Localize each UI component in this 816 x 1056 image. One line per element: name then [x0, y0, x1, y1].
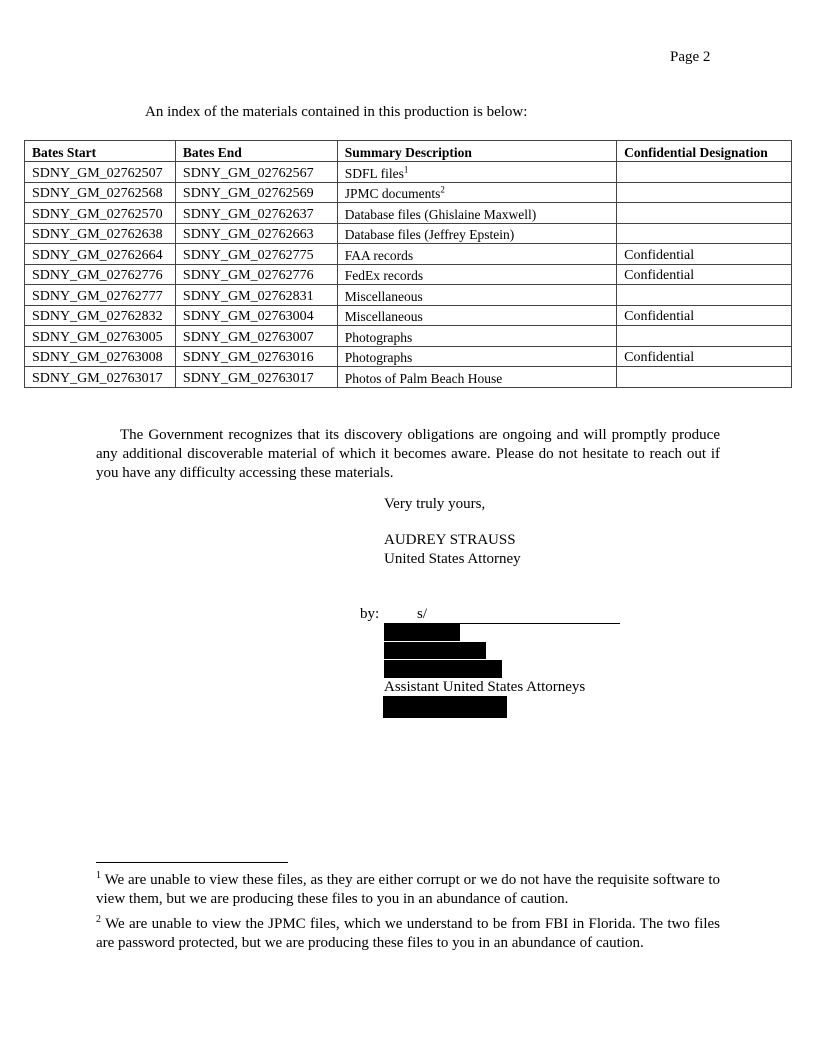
bates-start-cell: SDNY_GM_02762507 [25, 162, 176, 183]
bates-end-cell: SDNY_GM_02762569 [175, 182, 337, 203]
description-cell: Miscellaneous [337, 305, 616, 326]
footnote-ref: 1 [403, 164, 409, 174]
bates-end-cell: SDNY_GM_02763017 [175, 367, 337, 388]
description-cell: Miscellaneous [337, 285, 616, 306]
table-row [25, 162, 792, 183]
table-row [25, 367, 792, 388]
description-cell: Database files (Ghislaine Maxwell) [337, 203, 616, 224]
confidential-cell [617, 367, 792, 388]
description-text: JPMC documents [344, 186, 441, 201]
confidential-cell [617, 326, 792, 347]
bates-end-cell: SDNY_GM_02763004 [175, 305, 337, 326]
table-row [25, 285, 792, 306]
bates-start-cell: SDNY_GM_02763005 [25, 326, 176, 347]
table-row [25, 326, 792, 347]
footnote-2 [96, 915, 720, 953]
header-bates-start: Bates Start [25, 141, 176, 162]
table-header-row [25, 141, 792, 162]
description-cell [337, 182, 616, 203]
confidential-cell: Confidential [617, 346, 792, 367]
closing-salutation: Very truly yours, [384, 496, 486, 512]
footnote-text: We are unable to view these files, as they are either corrupt or we do not have the requisite software to view them, but we are producing these files to you in an abundance of caution. [96, 872, 720, 907]
bates-start-cell: SDNY_GM_02762777 [25, 285, 176, 306]
description-cell: Database files (Jeffrey Epstein) [337, 223, 616, 244]
bates-start-cell: SDNY_GM_02762568 [25, 182, 176, 203]
redaction-block [384, 624, 460, 641]
redaction-block [384, 642, 486, 659]
bates-start-cell: SDNY_GM_02762570 [25, 203, 176, 224]
description-cell: Photos of Palm Beach House [337, 367, 616, 388]
confidential-cell: Confidential [617, 264, 792, 285]
bates-start-cell: SDNY_GM_02763008 [25, 346, 176, 367]
attorney-name: AUDREY STRAUSS [384, 532, 516, 548]
table-row [25, 182, 792, 203]
footnote-1 [96, 871, 720, 909]
footnote-text: We are unable to view the JPMC files, which we understand to be from FBI in Florida. The two files are password protected, but we are producing these files to you in an abundance of caution. [96, 916, 720, 951]
table-row [25, 305, 792, 326]
confidential-cell [617, 203, 792, 224]
bates-start-cell: SDNY_GM_02762638 [25, 223, 176, 244]
description-cell [337, 162, 616, 183]
redaction-block [383, 696, 507, 718]
bates-end-cell: SDNY_GM_02762637 [175, 203, 337, 224]
confidential-cell: Confidential [617, 305, 792, 326]
description-text: SDFL files [344, 165, 404, 181]
description-cell: Photographs [337, 326, 616, 347]
materials-index-table [24, 140, 792, 388]
intro-text: An index of the materials contained in this production is below: [145, 104, 528, 120]
bates-start-cell: SDNY_GM_02763017 [25, 367, 176, 388]
bates-end-cell: SDNY_GM_02762663 [175, 223, 337, 244]
bates-end-cell: SDNY_GM_02763016 [175, 346, 337, 367]
bates-end-cell: SDNY_GM_02762831 [175, 285, 337, 306]
confidential-cell [617, 182, 792, 203]
bates-start-cell: SDNY_GM_02762664 [25, 244, 176, 265]
attorney-title: United States Attorney [384, 551, 521, 567]
confidential-cell: Confidential [617, 244, 792, 265]
footnote-mark: 1 [96, 870, 101, 881]
bates-end-cell: SDNY_GM_02762567 [175, 162, 337, 183]
footnote-mark: 2 [96, 914, 101, 925]
redaction-block [384, 660, 502, 678]
table-row [25, 223, 792, 244]
table-row [25, 264, 792, 285]
confidential-cell [617, 162, 792, 183]
confidential-cell [617, 285, 792, 306]
footnote-separator [96, 862, 288, 863]
bates-start-cell: SDNY_GM_02762776 [25, 264, 176, 285]
bates-end-cell: SDNY_GM_02762775 [175, 244, 337, 265]
header-summary-description: Summary Description [337, 141, 616, 162]
signature-line [384, 606, 620, 624]
footnote-ref: 2 [440, 184, 445, 195]
header-bates-end: Bates End [175, 141, 337, 162]
bates-end-cell: SDNY_GM_02762776 [175, 264, 337, 285]
page-number: Page 2 [670, 49, 711, 65]
confidential-cell [617, 223, 792, 244]
table-row [25, 244, 792, 265]
bates-start-cell: SDNY_GM_02762832 [25, 305, 176, 326]
header-confidential-designation: Confidential Designation [617, 141, 792, 162]
by-label: by: [360, 606, 380, 622]
signature-text: s/ [417, 606, 428, 622]
signer-title: Assistant United States Attorneys [384, 679, 586, 695]
description-cell: FAA records [337, 244, 616, 265]
description-cell: FedEx records [337, 264, 616, 285]
body-paragraph: The Government recognizes that its discovery obligations are ongoing and will promptly produce any additional discoverable material of which it becomes aware. Please do not hesitate to reach out if you have any difficulty accessing these materials. [96, 427, 720, 481]
table-row [25, 203, 792, 224]
table-row [25, 346, 792, 367]
description-cell: Photographs [337, 346, 616, 367]
bates-end-cell: SDNY_GM_02763007 [175, 326, 337, 347]
